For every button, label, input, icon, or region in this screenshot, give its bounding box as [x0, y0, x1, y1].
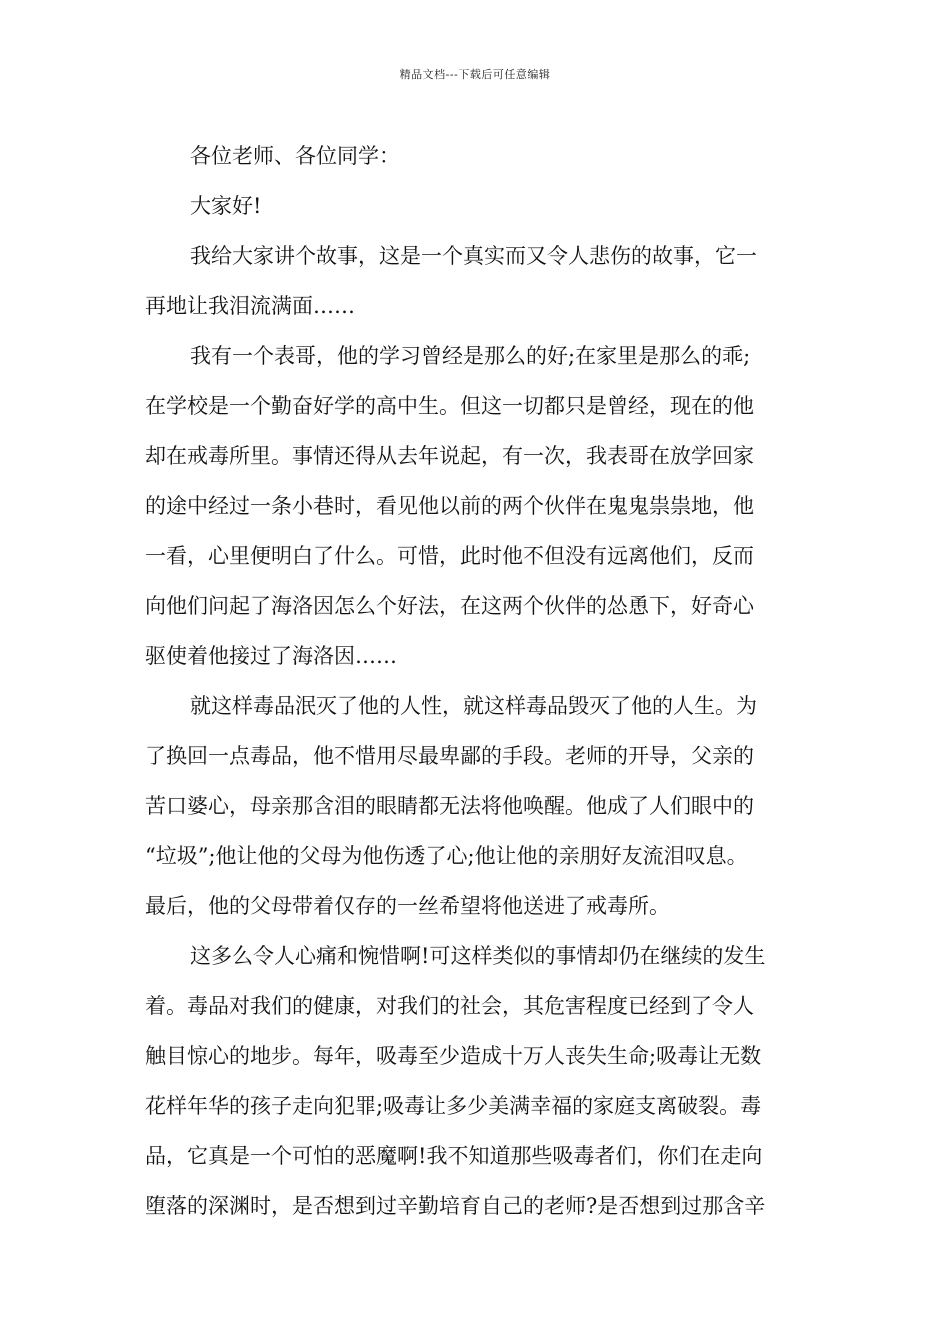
text-line: 触目惊心的地步。每年，吸毒至少造成十万人丧失生命;吸毒让无数 — [145, 1044, 762, 1068]
text-line: 一看，心里便明白了什么。可惜，此时他不但没有远离他们，反而 — [145, 544, 754, 568]
text-line: 我给大家讲个故事，这是一个真实而又令人悲伤的故事，它一 — [190, 244, 757, 268]
text-line: 大家好! — [190, 194, 262, 218]
text-line: 向他们问起了海洛因怎么个好法，在这两个伙伴的怂恿下，好奇心 — [145, 594, 754, 618]
paragraph-greeting — [145, 131, 810, 181]
text-line: 品，它真是一个可怕的恶魔啊!我不知道那些吸毒者们，你们在走向 — [145, 1144, 763, 1168]
text-line: 了换回一点毒品，他不惜用尽最卑鄙的手段。老师的开导，父亲的 — [145, 744, 754, 768]
text-line: 就这样毒品泯灭了他的人性，就这样毒品毁灭了他的人生。为 — [190, 694, 757, 718]
text-line: 却在戒毒所里。事情还得从去年说起，有一次，我表哥在放学回家 — [145, 444, 754, 468]
text-line: 驱使着他接过了海洛因…… — [145, 644, 397, 668]
text-line: 我有一个表哥，他的学习曾经是那么的好;在家里是那么的乖; — [190, 344, 751, 368]
text-line: 着。毒品对我们的健康，对我们的社会，其危害程度已经到了令人 — [145, 994, 754, 1018]
text-line: 堕落的深渊时，是否想到过辛勤培育自己的老师?是否想到过那含辛 — [145, 1194, 766, 1218]
text-line: 苦口婆心，母亲那含泪的眼睛都无法将他唤醒。他成了人们眼中的 — [145, 794, 754, 818]
paragraph-hello — [145, 181, 810, 231]
paragraph-cousin-story — [145, 331, 810, 681]
text-line: 各位老师、各位同学： — [190, 144, 400, 168]
text-line: 再地让我泪流满面…… — [145, 294, 355, 318]
text-line: 这多么令人心痛和惋惜啊!可这样类似的事情却仍在继续的发生 — [190, 944, 766, 968]
paragraph-harm — [145, 931, 810, 1231]
text-line: 的途中经过一条小巷时，看见他以前的两个伙伴在鬼鬼祟祟地，他 — [145, 494, 754, 518]
page-header: 精品文档---下载后可任意编辑 — [399, 68, 551, 81]
text-line: “垃圾”;他让他的父母为他伤透了心;他让他的亲朋好友流泪叹息。 — [145, 844, 748, 868]
paragraph-intro — [145, 231, 810, 331]
document-body — [145, 131, 810, 1231]
text-line: 花样年华的孩子走向犯罪;吸毒让多少美满幸福的家庭支离破裂。毒 — [145, 1094, 762, 1118]
paragraph-consequences — [145, 681, 810, 931]
text-line: 在学校是一个勤奋好学的高中生。但这一切都只是曾经，现在的他 — [145, 394, 754, 418]
text-line: 最后，他的父母带着仅存的一丝希望将他送进了戒毒所。 — [145, 894, 670, 918]
